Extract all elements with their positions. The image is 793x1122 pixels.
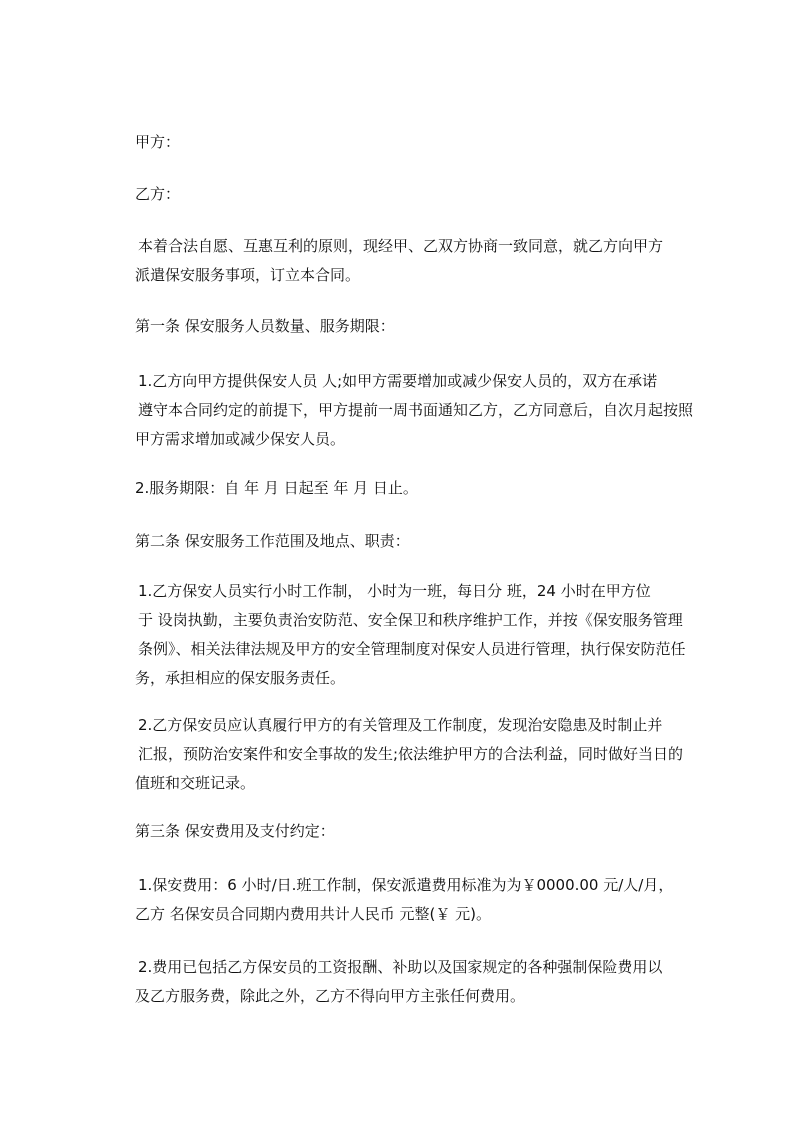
article-3-title: 第三条 保安费用及支付约定： (135, 822, 335, 840)
article-3-item-2: 2.费用已包括乙方保安员的工资报酬、补助以及国家规定的各种强制保险费用以 及乙方服务费，除此之外，乙方不得向甲方主张任何费用。 (135, 958, 663, 1005)
article-2-item-2: 2.乙方保安员应认真履行甲方的有关管理及工作制度，发现治安隐患及时制止并 汇报，预防治安案件和安全事故的发生;依法维护甲方的合法利益，同时做好当日的 值班和交班记录。 (135, 716, 684, 792)
preamble-paragraph: 本着合法自愿、互惠互利的原则，现经甲、乙双方协商一致同意，就乙方向甲方 派遣保安服务事项，订立本合同。 (135, 237, 664, 284)
article-2-item-1: 1.乙方保安人员实行小时工作制， 小时为一班，每日分 班，24 小时在甲方位 于 设岗执勤，主要负责治安防范、安全保卫和秩序维护工作，并按《保安服务管理 条例》、相关法律法规及甲方的安全管理制度对保安人员进行管理，执行保安防范任 务，承担相应的保安服务责任。 (135, 582, 686, 687)
article-2-title: 第二条 保安服务工作范围及地点、职责： (135, 532, 410, 550)
party-b-label: 乙方： (135, 185, 181, 203)
article-1-item-1: 1.乙方向甲方提供保安人员 人;如甲方需要增加或减少保安人员的，双方在承诺 遵守本合同约定的前提下，甲方提前一周书面通知乙方，乙方同意后，自次月起按照 甲方需求增加或减少保安人员。 (135, 372, 694, 448)
article-1-title: 第一条 保安服务人员数量、服务期限： (135, 317, 395, 335)
article-3-item-1: 1.保安费用：6 小时/日.班工作制，保安派遣费用标准为为￥0000.00 元/人/月， 乙方 名保安员合同期内费用共计人民币 元整(￥ 元)。 (135, 876, 674, 923)
party-a-label: 甲方： (135, 133, 181, 151)
article-1-item-2: 2.服务期限：自 年 月 日起至 年 月 日止。 (135, 479, 418, 497)
